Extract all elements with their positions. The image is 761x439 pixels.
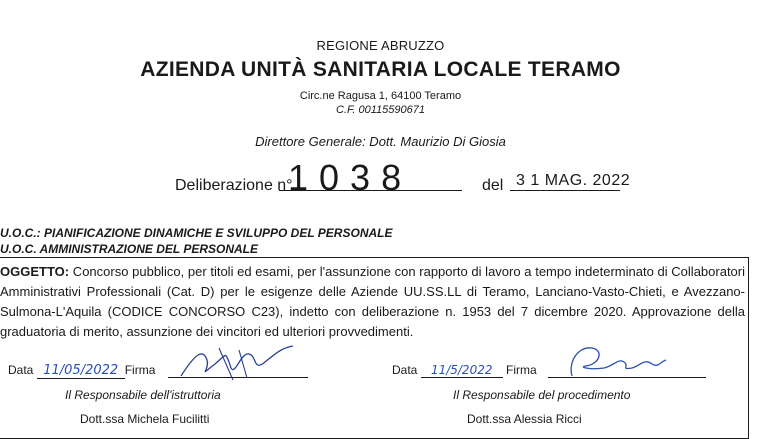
right-signer-name: Dott.ssa Alessia Ricci <box>467 412 582 426</box>
region-name: REGIONE ABRUZZO <box>316 38 445 53</box>
left-signer-role: Il Responsabile dell'istruttoria <box>65 388 221 402</box>
subject-text: Concorso pubblico, per titoli ed esami, per l'assunzione con rapporto di lavoro a tempo indeterminato di Collaboratori Amministrativi Professionali (Cat. D) per le esigenze delle Aziende UU.SS.LL di Teramo, Lanciano-Vasto-Chieti, e Avezzano-Sulmona-L'Aquila (CODICE CONCORSO C23), indetto con deliberazione n. 1953 del 7 dicembre 2020. Approvazione della graduatoria di merito, assunzione dei vincitori ed ulteriori provvedimenti. <box>0 264 745 339</box>
deliberation-date-label: del <box>482 177 504 194</box>
office-administration: U.O.C. AMMINISTRAZIONE DEL PERSONALE <box>0 242 259 256</box>
right-handwritten-signature <box>560 338 670 382</box>
right-signer-role: Il Responsabile del procedimento <box>453 388 631 402</box>
right-date-value: 11/5/2022 <box>421 363 503 378</box>
deliberation-date: 3 1 MAG. 2022 <box>516 172 631 189</box>
left-firma-label: Firma <box>124 363 156 377</box>
deliberation-number: 1038 <box>288 157 413 198</box>
left-handwritten-signature <box>175 342 300 384</box>
organization-name: AZIENDA UNITÀ SANITARIA LOCALE TERAMO <box>140 58 621 81</box>
subject-label: OGGETTO: <box>0 264 70 279</box>
left-signer-name: Dott.ssa Michela Fucilitti <box>80 412 210 426</box>
right-signature-date-row <box>392 363 537 378</box>
right-firma-label: Firma <box>506 363 537 377</box>
subject-paragraph <box>0 262 745 342</box>
left-date-value: 11/05/2022 <box>37 363 125 379</box>
deliberation-label: Deliberazione n° <box>175 177 293 194</box>
deliberation-date-line <box>510 190 620 191</box>
left-date-label: Data <box>8 363 34 377</box>
director-general: Direttore Generale: Dott. Maurizio Di Giosia <box>255 134 506 149</box>
office-planning: U.O.C.: PIANIFICAZIONE DINAMICHE E SVILUPPO DEL PERSONALE <box>0 226 393 240</box>
organization-address: Circ.ne Ragusa 1, 64100 Teramo <box>299 90 462 102</box>
tax-code: C.F. 00115590671 <box>336 104 425 116</box>
left-signature-date-row <box>8 363 155 379</box>
right-date-label: Data <box>392 363 418 377</box>
